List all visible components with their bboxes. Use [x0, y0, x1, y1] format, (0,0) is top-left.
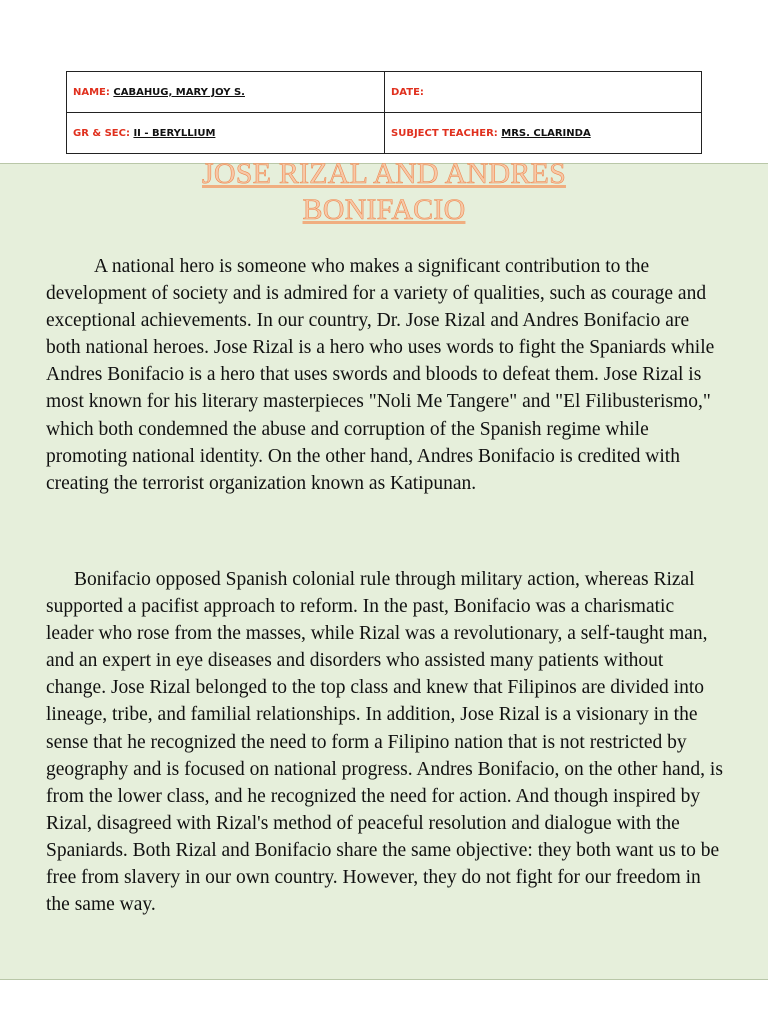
- name-cell: [67, 72, 385, 113]
- grade-section-label: GR & SEC:: [73, 127, 130, 139]
- date-label: DATE:: [391, 86, 424, 98]
- essay-title-line-2: BONIFACIO: [302, 193, 466, 226]
- info-row-1: [67, 72, 702, 113]
- essay-paragraph-2: Bonifacio opposed Spanish colonial rule through military action, whereas Rizal supported a pacifist approach to reform. In the past, Bonifacio was a charismatic leader who rose from the masses, while Rizal was a revolutionary, a self-taught man, and an expert in eye diseases and disorders who assisted many patients without change. Jose Rizal belonged to the top class and knew that Filipinos are divided into lineage, tribe, and familial relationships. In addition, Jose Rizal is a visionary in the sense that he recognized the need to form a Filipino nation that is not restricted by geography and is focused on national progress. Andres Bonifacio, on the other hand, is from the lower class, and he recognized the need for action. And though inspired by Rizal, disagreed with Rizal's method of peaceful resolution and dialogue with the Spaniards. Both Rizal and Bonifacio share the same objective: they both want us to be free from slavery in our own country. However, they do not fight for our freedom in the same way.: [46, 569, 723, 916]
- subject-teacher-cell: [385, 113, 702, 154]
- grade-section-value: II - BERYLLIUM: [133, 127, 216, 139]
- essay-title-line-1: JOSE RIZAL AND ANDRES: [202, 157, 566, 190]
- date-cell: [385, 72, 702, 113]
- info-row-2: [67, 113, 702, 154]
- essay-title: [0, 156, 768, 228]
- subject-teacher-value: MRS. CLARINDA: [501, 127, 591, 139]
- subject-teacher-label: SUBJECT TEACHER:: [391, 127, 498, 139]
- name-label: NAME:: [73, 86, 110, 98]
- student-info-table: [66, 71, 702, 154]
- grade-section-cell: [67, 113, 385, 154]
- essay-paragraph-1: A national hero is someone who makes a significant contribution to the development of society and is admired for a variety of qualities, such as courage and exceptional achievements. In our country, Dr. Jose Rizal and Andres Bonifacio are both national heroes. Jose Rizal is a hero who uses words to fight the Spaniards while Andres Bonifacio is a hero that uses swords and bloods to defeat them. Jose Rizal is most known for his literary masterpieces "Noli Me Tangere" and "El Filibusterismo," which both condemned the abuse and corruption of the Spanish regime while promoting national identity. On the other hand, Andres Bonifacio is credited with creating the terrorist organization known as Katipunan.: [46, 256, 715, 494]
- name-value: CABAHUG, MARY JOY S.: [113, 86, 245, 98]
